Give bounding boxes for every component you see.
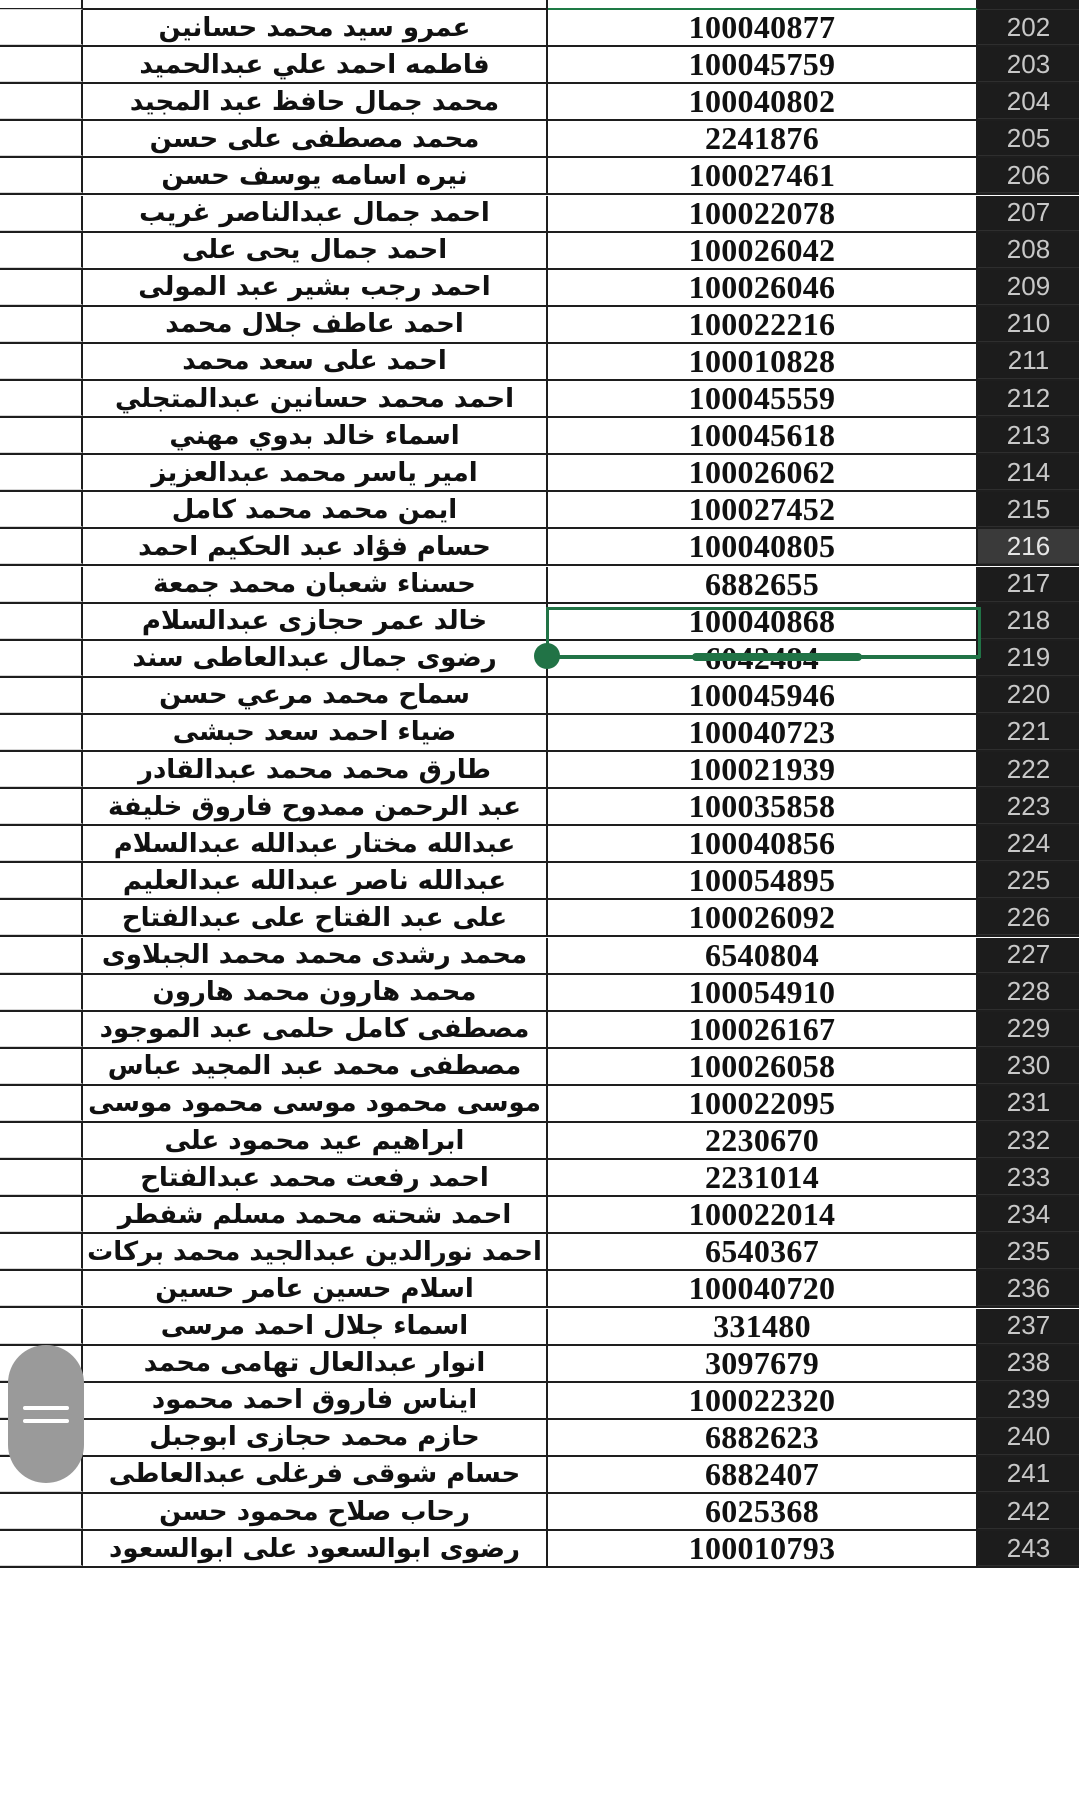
row-header[interactable]: 209: [978, 270, 1079, 305]
name-cell[interactable]: احمد على سعد محمد: [83, 344, 548, 379]
code-cell[interactable]: 6882623: [548, 1420, 978, 1455]
row-header[interactable]: 224: [978, 826, 1079, 861]
name-cell[interactable]: مصطفى محمد عبد المجيد عباس: [83, 1049, 548, 1084]
empty-cell[interactable]: [0, 1123, 83, 1158]
row-header[interactable]: 226: [978, 900, 1079, 935]
name-cell[interactable]: ايناس فاروق احمد محمود: [83, 1383, 548, 1418]
empty-cell[interactable]: [0, 1271, 83, 1306]
row-header[interactable]: 233: [978, 1160, 1079, 1195]
table-row[interactable]: [0, 567, 1079, 604]
name-cell[interactable]: ضياء احمد سعد حبشى: [83, 715, 548, 750]
empty-cell[interactable]: [0, 492, 83, 527]
code-cell[interactable]: 100040877: [548, 10, 978, 45]
selection-drag-bar[interactable]: [692, 653, 862, 661]
code-cell[interactable]: 3097679: [548, 1346, 978, 1381]
code-cell[interactable]: 100022216: [548, 307, 978, 342]
table-row[interactable]: [0, 1086, 1079, 1123]
table-row[interactable]: [0, 84, 1079, 121]
name-cell[interactable]: محمد رشدى محمد محمد الجبلاوى: [83, 938, 548, 973]
row-header[interactable]: 215: [978, 492, 1079, 527]
name-cell[interactable]: اسماء جلال احمد مرسى: [83, 1309, 548, 1344]
table-row[interactable]: [0, 196, 1079, 233]
row-header[interactable]: 225: [978, 863, 1079, 898]
name-cell[interactable]: احمد شحته محمد مسلم شفطر: [83, 1197, 548, 1232]
row-header[interactable]: 222: [978, 752, 1079, 787]
name-cell[interactable]: اسماء خالد بدوي مهني: [83, 418, 548, 453]
empty-cell[interactable]: [0, 233, 83, 268]
code-cell[interactable]: 100022320: [548, 1383, 978, 1418]
table-row[interactable]: [0, 455, 1079, 492]
empty-cell[interactable]: [0, 900, 83, 935]
row-header[interactable]: 217: [978, 567, 1079, 602]
code-cell[interactable]: 100040868: [548, 604, 978, 639]
code-cell[interactable]: 100026092: [548, 900, 978, 935]
empty-cell[interactable]: [0, 715, 83, 750]
name-cell[interactable]: احمد جمال يحى على: [83, 233, 548, 268]
name-cell[interactable]: رحاب صلاح محمود حسن: [83, 1494, 548, 1529]
empty-cell[interactable]: [0, 938, 83, 973]
table-row[interactable]: [0, 1494, 1079, 1531]
code-cell[interactable]: 100035858: [548, 789, 978, 824]
code-cell[interactable]: 6540367: [548, 1234, 978, 1269]
row-header[interactable]: 204: [978, 84, 1079, 119]
code-cell[interactable]: 2230670: [548, 1123, 978, 1158]
empty-cell[interactable]: [0, 47, 83, 82]
name-cell[interactable]: حسناء شعبان محمد جمعة: [83, 567, 548, 602]
code-cell[interactable]: 100040723: [548, 715, 978, 750]
empty-cell[interactable]: [0, 381, 83, 416]
row-header[interactable]: 220: [978, 678, 1079, 713]
code-cell[interactable]: 100045759: [548, 47, 978, 82]
name-cell[interactable]: حسام فؤاد عبد الحكيم احمد: [83, 529, 548, 564]
table-row[interactable]: [0, 1049, 1079, 1086]
empty-cell[interactable]: [0, 678, 83, 713]
row-header[interactable]: 231: [978, 1086, 1079, 1121]
empty-cell[interactable]: [0, 10, 83, 45]
table-row[interactable]: [0, 1531, 1079, 1568]
table-row[interactable]: [0, 233, 1079, 270]
code-cell[interactable]: 100040802: [548, 84, 978, 119]
name-cell[interactable]: محمد مصطفى على حسن: [83, 121, 548, 156]
name-cell[interactable]: احمد محمد حسانين عبدالمتجلي: [83, 381, 548, 416]
empty-cell[interactable]: [0, 1197, 83, 1232]
row-header[interactable]: 212: [978, 381, 1079, 416]
table-row[interactable]: [0, 938, 1079, 975]
drag-handle-icon[interactable]: [8, 1345, 84, 1483]
row-header[interactable]: 235: [978, 1234, 1079, 1269]
code-cell[interactable]: 100010828: [548, 344, 978, 379]
table-row[interactable]: [0, 604, 1079, 641]
row-header[interactable]: 218: [978, 604, 1079, 639]
code-cell[interactable]: 100045618: [548, 418, 978, 453]
table-row[interactable]: [0, 1197, 1079, 1234]
row-header[interactable]: 242: [978, 1494, 1079, 1529]
table-row[interactable]: [0, 492, 1079, 529]
code-cell[interactable]: 100045559: [548, 381, 978, 416]
row-header[interactable]: 240: [978, 1420, 1079, 1455]
name-cell[interactable]: عبدالله ناصر عبدالله عبدالعليم: [83, 863, 548, 898]
code-cell[interactable]: 6882407: [548, 1457, 978, 1492]
row-header[interactable]: 229: [978, 1012, 1079, 1047]
empty-cell[interactable]: [0, 1309, 83, 1344]
empty-cell[interactable]: [0, 1234, 83, 1269]
code-cell[interactable]: 100027461: [548, 158, 978, 193]
empty-cell[interactable]: [0, 418, 83, 453]
row-header[interactable]: 214: [978, 455, 1079, 490]
name-cell[interactable]: احمد عاطف جلال محمد: [83, 307, 548, 342]
table-row[interactable]: [0, 1160, 1079, 1197]
name-cell[interactable]: رضوى ابوالسعود على ابوالسعود: [83, 1531, 548, 1566]
name-cell[interactable]: احمد جمال عبدالناصر غريب: [83, 196, 548, 231]
row-header[interactable]: 221: [978, 715, 1079, 750]
code-cell[interactable]: 100026167: [548, 1012, 978, 1047]
table-row[interactable]: [0, 344, 1079, 381]
empty-cell[interactable]: [0, 307, 83, 342]
name-cell[interactable]: عبد الرحمن ممدوح فاروق خليفة: [83, 789, 548, 824]
name-cell[interactable]: ايمن محمد محمد كامل: [83, 492, 548, 527]
code-cell[interactable]: 100054895: [548, 863, 978, 898]
row-header[interactable]: 234: [978, 1197, 1079, 1232]
empty-cell[interactable]: [0, 789, 83, 824]
table-row[interactable]: [0, 975, 1079, 1012]
table-row[interactable]: [0, 1346, 1079, 1383]
name-cell[interactable]: سماح محمد مرعي حسن: [83, 678, 548, 713]
name-cell[interactable]: احمد رجب بشير عبد المولى: [83, 270, 548, 305]
empty-cell[interactable]: [0, 1494, 83, 1529]
name-cell[interactable]: حسام شوقى فرغلى عبدالعاطى: [83, 1457, 548, 1492]
code-cell[interactable]: 100045946: [548, 678, 978, 713]
row-header[interactable]: 216: [978, 529, 1079, 564]
empty-cell[interactable]: [0, 270, 83, 305]
name-cell[interactable]: خالد عمر حجازى عبدالسلام: [83, 604, 548, 639]
row-header[interactable]: 243: [978, 1531, 1079, 1566]
code-cell[interactable]: 100026042: [548, 233, 978, 268]
row-header[interactable]: 213: [978, 418, 1079, 453]
name-cell[interactable]: على عبد الفتاح على عبدالفتاح: [83, 900, 548, 935]
table-row[interactable]: [0, 826, 1079, 863]
empty-cell[interactable]: [0, 529, 83, 564]
name-cell[interactable]: احمد رفعت محمد عبدالفتاح: [83, 1160, 548, 1195]
row-header[interactable]: 219: [978, 641, 1079, 676]
code-cell[interactable]: 6882655: [548, 567, 978, 602]
code-cell[interactable]: 100022095: [548, 1086, 978, 1121]
code-cell[interactable]: 100054910: [548, 975, 978, 1010]
code-cell[interactable]: 100040805: [548, 529, 978, 564]
row-header[interactable]: 207: [978, 196, 1079, 231]
name-cell[interactable]: رضوى جمال عبدالعاطى سند: [83, 641, 548, 676]
code-cell[interactable]: 6540804: [548, 938, 978, 973]
table-row[interactable]: [0, 121, 1079, 158]
table-row[interactable]: [0, 158, 1079, 195]
table-row[interactable]: [0, 1383, 1079, 1420]
code-cell[interactable]: 100040856: [548, 826, 978, 861]
empty-cell[interactable]: [0, 1160, 83, 1195]
empty-cell[interactable]: [0, 121, 83, 156]
name-cell[interactable]: احمد نورالدين عبدالجيد محمد بركات: [83, 1234, 548, 1269]
code-cell[interactable]: 100022014: [548, 1197, 978, 1232]
row-header[interactable]: 202: [978, 10, 1079, 45]
row-header[interactable]: 236: [978, 1271, 1079, 1306]
empty-cell[interactable]: [0, 1012, 83, 1047]
empty-cell[interactable]: [0, 84, 83, 119]
name-cell[interactable]: محمد هارون محمد هارون: [83, 975, 548, 1010]
empty-cell[interactable]: [0, 863, 83, 898]
row-header[interactable]: 238: [978, 1346, 1079, 1381]
code-cell[interactable]: 6025368: [548, 1494, 978, 1529]
name-cell[interactable]: انوار عبدالعال تهامى محمد: [83, 1346, 548, 1381]
code-cell[interactable]: 100040720: [548, 1271, 978, 1306]
empty-cell[interactable]: [0, 1049, 83, 1084]
name-cell[interactable]: اسلام حسين عامر حسين: [83, 1271, 548, 1306]
table-row[interactable]: [0, 47, 1079, 84]
empty-cell[interactable]: [0, 1086, 83, 1121]
row-header[interactable]: 241: [978, 1457, 1079, 1492]
empty-cell[interactable]: [0, 604, 83, 639]
row-header[interactable]: 208: [978, 233, 1079, 268]
table-row[interactable]: [0, 1271, 1079, 1308]
name-cell[interactable]: نيره اسامه يوسف حسن: [83, 158, 548, 193]
partial-row-top: [0, 0, 1079, 10]
row-header[interactable]: 228: [978, 975, 1079, 1010]
table-row[interactable]: [0, 863, 1079, 900]
table-row[interactable]: [0, 1234, 1079, 1271]
table-row[interactable]: [0, 381, 1079, 418]
empty-cell[interactable]: [0, 158, 83, 193]
table-row[interactable]: [0, 1123, 1079, 1160]
name-cell[interactable]: محمد جمال حافظ عبد المجيد: [83, 84, 548, 119]
table-row[interactable]: [0, 1012, 1079, 1049]
row-header[interactable]: 210: [978, 307, 1079, 342]
empty-cell[interactable]: [0, 641, 83, 676]
row-header[interactable]: 211: [978, 344, 1079, 379]
table-row[interactable]: [0, 1457, 1079, 1494]
code-cell[interactable]: 100026058: [548, 1049, 978, 1084]
name-cell[interactable]: موسى محمود موسى محمود موسى: [83, 1086, 548, 1121]
table-row[interactable]: [0, 1420, 1079, 1457]
code-cell[interactable]: 2231014: [548, 1160, 978, 1195]
selection-handle-icon[interactable]: [534, 643, 560, 669]
code-cell[interactable]: 331480: [548, 1309, 978, 1344]
table-row[interactable]: [0, 1309, 1079, 1346]
code-cell[interactable]: 2241876: [548, 121, 978, 156]
empty-cell[interactable]: [0, 567, 83, 602]
row-header[interactable]: 223: [978, 789, 1079, 824]
row-header[interactable]: 237: [978, 1309, 1079, 1344]
empty-cell[interactable]: [0, 196, 83, 231]
table-row[interactable]: [0, 418, 1079, 455]
row-header[interactable]: 206: [978, 158, 1079, 193]
table-row[interactable]: [0, 307, 1079, 344]
empty-cell[interactable]: [0, 1531, 83, 1566]
table-row[interactable]: [0, 10, 1079, 47]
table-row[interactable]: [0, 900, 1079, 937]
row-header[interactable]: 239: [978, 1383, 1079, 1418]
name-cell[interactable]: عمرو سيد محمد حسانين: [83, 10, 548, 45]
code-cell[interactable]: 100026046: [548, 270, 978, 305]
code-cell[interactable]: 100021939: [548, 752, 978, 787]
name-cell[interactable]: طارق محمد محمد عبدالقادر: [83, 752, 548, 787]
empty-cell[interactable]: [0, 455, 83, 490]
empty-cell[interactable]: [0, 344, 83, 379]
name-cell[interactable]: عبدالله مختار عبدالله عبدالسلام: [83, 826, 548, 861]
name-cell[interactable]: فاطمه احمد علي عبدالحميد: [83, 47, 548, 82]
code-cell[interactable]: 100010793: [548, 1531, 978, 1566]
row-header[interactable]: 227: [978, 938, 1079, 973]
name-cell[interactable]: حازم محمد حجازى ابوجبل: [83, 1420, 548, 1455]
name-cell[interactable]: ابراهيم عيد محمود على: [83, 1123, 548, 1158]
table-row[interactable]: [0, 789, 1079, 826]
name-cell[interactable]: مصطفى كامل حلمى عبد الموجود: [83, 1012, 548, 1047]
row-header[interactable]: 205: [978, 121, 1079, 156]
code-cell[interactable]: 100022078: [548, 196, 978, 231]
table-row[interactable]: [0, 715, 1079, 752]
empty-cell[interactable]: [0, 752, 83, 787]
row-header[interactable]: 230: [978, 1049, 1079, 1084]
table-row[interactable]: [0, 678, 1079, 715]
code-cell[interactable]: 100027452: [548, 492, 978, 527]
row-header[interactable]: 203: [978, 47, 1079, 82]
name-cell[interactable]: امير ياسر محمد عبدالعزيز: [83, 455, 548, 490]
row-header[interactable]: 232: [978, 1123, 1079, 1158]
empty-cell[interactable]: [0, 826, 83, 861]
table-row[interactable]: [0, 752, 1079, 789]
table-row[interactable]: [0, 529, 1079, 566]
code-cell[interactable]: 100026062: [548, 455, 978, 490]
empty-cell[interactable]: [0, 975, 83, 1010]
table-row[interactable]: [0, 270, 1079, 307]
